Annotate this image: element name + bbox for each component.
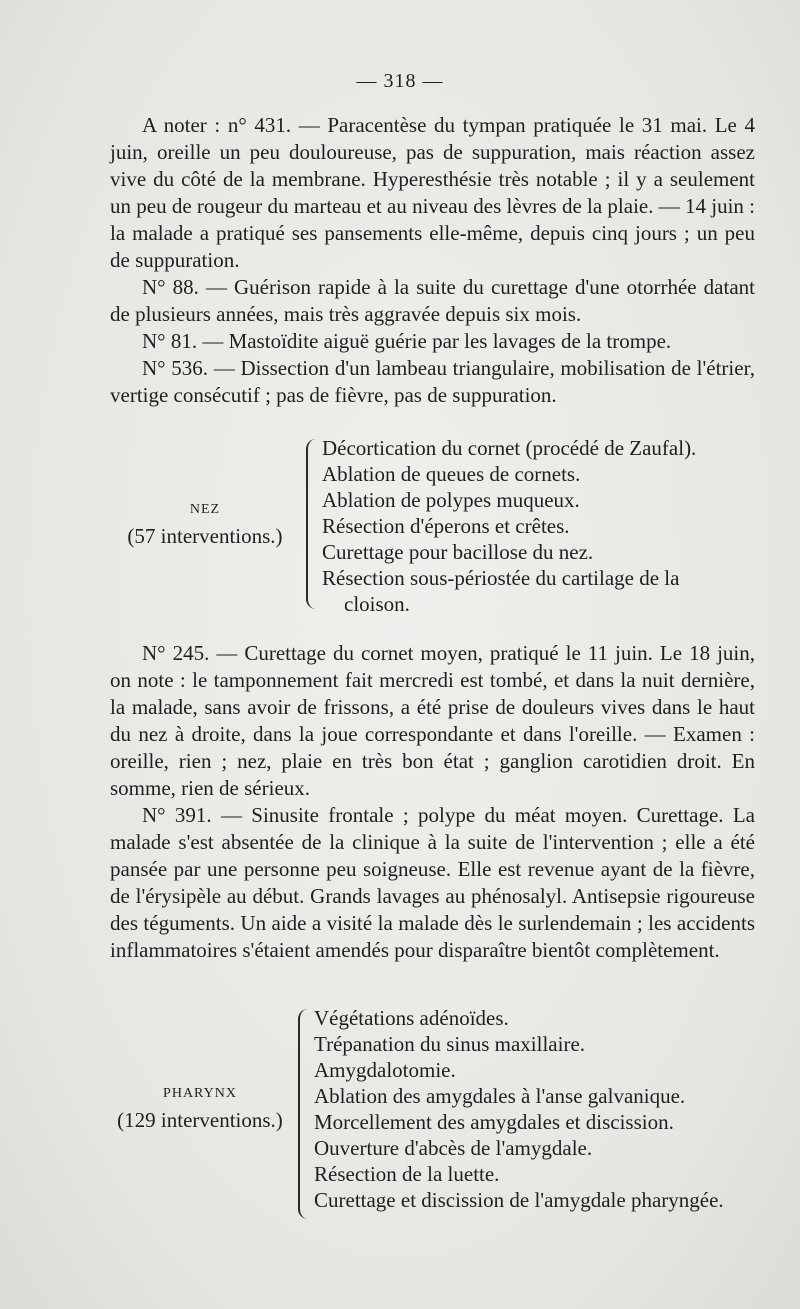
nez-item-continuation: cloison. xyxy=(344,592,410,616)
pharynx-brace xyxy=(298,1009,314,1219)
paragraph-note-431: A noter : n° 431. — Paracentèse du tympan pratiquée le 31 mai. Le 4 juin, oreille un peu douloureuse, pas de suppuration, mais réaction assez vive du côté de la membrane. Hyperesthésie très notable ; il y a seulement un peu de rougeur du marteau et au niveau des lèvres de la plaie. — 14 juin : la malade a pratiqué ses pansements elle-même, depuis cinq jours ; un peu de suppuration. xyxy=(110,113,755,272)
nez-label xyxy=(115,497,295,549)
pharynx-list xyxy=(314,1005,760,1213)
pharynx-item: Ablation des amygdales à l'anse galvanique. xyxy=(314,1084,686,1108)
nez-item: Curettage pour bacillose du nez. xyxy=(322,540,594,564)
nez-count: (57 interventions.) xyxy=(127,524,283,548)
pharynx-item: Morcellement des amygdales et discission. xyxy=(314,1110,674,1134)
paragraph-no-88: N° 88. — Guérison rapide à la suite du curettage d'une otorrhée datant de plusieurs années, mais très aggravée depuis six mois. xyxy=(110,275,755,326)
pharynx-item: Curettage et discission de l'amygdale pharyngée. xyxy=(314,1188,724,1212)
pharynx-count: (129 interventions.) xyxy=(117,1108,283,1132)
pharynx-label xyxy=(100,1081,300,1133)
paragraph-no-536: N° 536. — Dissection d'un lambeau triangulaire, mobilisation de l'étrier, vertige consécutif ; pas de fièvre, pas de suppuration. xyxy=(110,356,755,407)
pharynx-item: Ouverture d'abcès de l'amygdale. xyxy=(314,1136,593,1160)
paragraph-no-81: N° 81. — Mastoïdite aiguë guérie par les lavages de la trompe. xyxy=(142,329,672,353)
paragraph-no-245: N° 245. — Curettage du cornet moyen, pratiqué le 11 juin. Le 18 juin, on note : le tamponnement fait mercredi est tombé, et dans la nuit dernière, la malade, sans avoir de frissons, a été prise de douleurs vives dans le haut du nez à droite, dans la joue correspondante et dans l'oreille. — Examen : oreille, rien ; nez, plaie en très bon état ; ganglion carotidien droit. En somme, rien de sérieux. xyxy=(110,641,755,800)
paragraph-no-391: N° 391. — Sinusite frontale ; polype du méat moyen. Curettage. La malade s'est absentée de la clinique à la suite de l'intervention ; elle a été pansée par une personne peu soigneuse. Elle est revenue ayant de la fièvre, de l'érysipèle au début. Grands lavages au phénosalyl. Antisepsie rigoureuse des téguments. Un aide a visité la malade dès le surlendemain ; les accidents inflammatoires s'étaient amendés pour disparaître bientôt complètement. xyxy=(110,803,755,962)
nez-item: Résection d'éperons et crêtes. xyxy=(322,514,570,538)
nez-list xyxy=(322,435,752,617)
page-number: — 318 — xyxy=(356,70,444,92)
nez-brace xyxy=(306,439,322,609)
nez-item: Ablation de polypes muqueux. xyxy=(322,488,580,512)
pharynx-item: Trépanation du sinus maxillaire. xyxy=(314,1032,586,1056)
pharynx-item: Végétations adénoïdes. xyxy=(314,1006,509,1030)
nez-item: Décortication du cornet (procédé de Zaufal). xyxy=(322,436,697,460)
nez-item: Ablation de queues de cornets. xyxy=(322,462,581,486)
nez-title: NEZ xyxy=(189,502,221,517)
nez-section xyxy=(100,435,760,615)
pharynx-item: Amygdalotomie. xyxy=(314,1058,456,1082)
pharynx-title: PHARYNX xyxy=(163,1086,237,1101)
pharynx-section xyxy=(100,1005,760,1225)
pharynx-item: Résection de la luette. xyxy=(314,1162,500,1186)
nez-item: Résection sous-périostée du cartilage de la xyxy=(322,566,680,590)
